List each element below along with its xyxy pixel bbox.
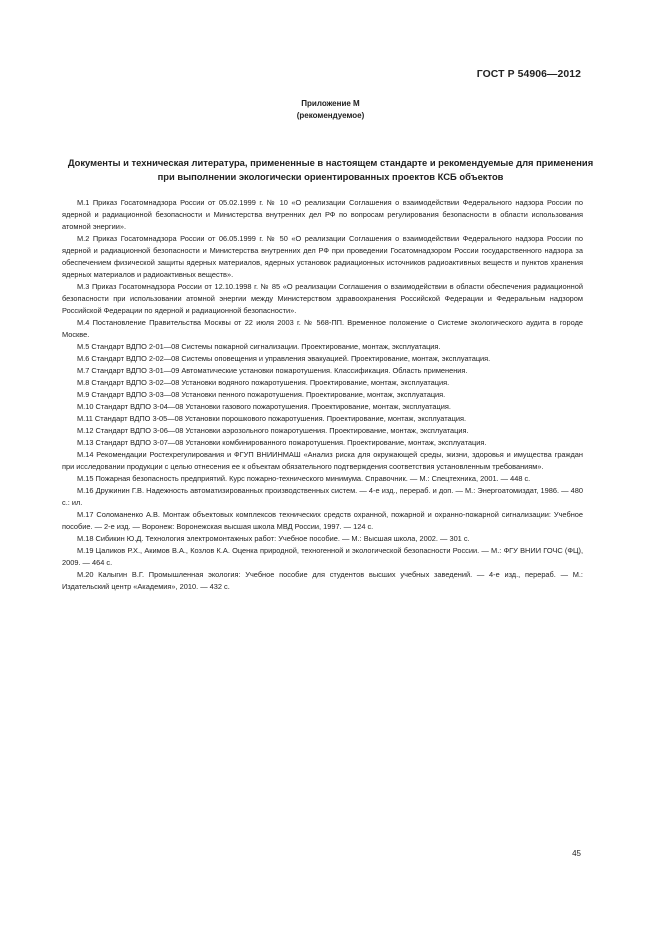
reference-item: М.3 Приказ Госатомнадзора России от 12.10.1998 г. № 85 «О реализации Соглашения о взаимодействии в области обеспечения радиационной безопасности при использовании атомной энергии между Министерством здравоохранения Российской Федерации и Федеральным надзором Российской Федерации по ядерной и радиационной безопасности».: [62, 282, 583, 315]
reference-item: М.4 Постановление Правительства Москвы от 22 июля 2003 г. № 568-ПП. Временное положение о Системе экологического аудита в городе Москве.: [62, 318, 583, 339]
reference-item: М.11 Стандарт ВДПО 3-05—08 Установки порошкового пожаротушения. Проектирование, монтаж, эксплуатация.: [77, 414, 467, 423]
standard-code: ГОСТ Р 54906—2012: [476, 69, 581, 80]
reference-item: М.16 Дружинин Г.В. Надежность автоматизированных производственных систем. — 4-е изд., перераб. и доп. — М.: Энергоатомиздат, 1986. — 480 с.: ил.: [62, 486, 583, 507]
reference-item: М.20 Калыгин В.Г. Промышленная экология: Учебное пособие для студентов высших учебных заведений. — 4-е изд., перераб. — М.: Издательский центр «Академия», 2010. — 432 с.: [62, 570, 583, 591]
reference-item: М.15 Пожарная безопасность предприятий. Курс пожарно-технического минимума. Справочник. — М.: Спецтехника, 2001. — 448 с.: [77, 474, 531, 483]
section-title: Документы и техническая литература, примененные в настоящем стандарте и рекомендуемые для применения при выполнении экологически ориентированных проектов КСБ объектов: [67, 157, 594, 182]
appendix-heading: [0, 98, 661, 122]
reference-item: М.8 Стандарт ВДПО 3-02—08 Установки водяного пожаротушения. Проектирование, монтаж, эксплуатация.: [77, 378, 450, 387]
reference-item: М.19 Цаликов Р.Х., Акимов В.А., Козлов К.А. Оценка природной, техногенной и экологической безопасности России. — М.: ФГУ ВНИИ ГОЧС (ФЦ), 2009. — 464 с.: [62, 546, 583, 567]
reference-list: [62, 197, 583, 593]
reference-item: М.12 Стандарт ВДПО 3-06—08 Установки аэрозольного пожаротушения. Проектирование, монтаж, эксплуатация.: [77, 426, 469, 435]
page-number: 45: [572, 849, 581, 858]
reference-item: М.18 Сибикин Ю.Д. Технология электромонтажных работ: Учебное пособие. — М.: Высшая школа, 2002. — 301 с.: [77, 534, 470, 543]
reference-item: М.7 Стандарт ВДПО 3-01—09 Автоматические установки пожаротушения. Классификация. Область применения.: [77, 366, 468, 375]
reference-item: М.1 Приказ Госатомнадзора России от 05.02.1999 г. № 10 «О реализации Соглашения о взаимодействии Федерального надзора России по ядерной и радиационной безопасности и Министерства внутренних дел РФ по вопросам регулирования безопасности в области использования атомной энергии».: [62, 198, 583, 231]
appendix-status: (рекомендуемое): [296, 111, 365, 120]
reference-item: М.10 Стандарт ВДПО 3-04—08 Установки газового пожаротушения. Проектирование, монтаж, эксплуатация.: [77, 402, 451, 411]
reference-item: М.14 Рекомендации Ростехрегулирования и ФГУП ВНИИНМАШ «Анализ риска для окружающей среды, жизни, здоровья и имущества граждан при исследовании продукции с целью отнесения ее к объектам обязательного подтверждения соответствия установленным требованиям».: [62, 450, 583, 471]
reference-item: М.9 Стандарт ВДПО 3-03—08 Установки пенного пожаротушения. Проектирование, монтаж, эксплуатация.: [77, 390, 446, 399]
appendix-label: Приложение М: [301, 99, 360, 108]
reference-item: М.2 Приказ Госатомнадзора России от 06.05.1999 г. № 50 «О реализации Соглашения о взаимодействии Федерального надзора России по ядерной и радиационной безопасности и Министерства внутренних дел РФ при проведении Госатомнадзором России государственного надзора за обеспечением физической защиты ядерных материалов, ядерных установок радиационных источников радиоактивных веществ и пунктов хранения ядерных материалов и радиоактивных веществ».: [62, 234, 583, 279]
reference-item: М.17 Соломаненко А.В. Монтаж объектовых комплексов технических средств охранной, пожарной и охранно-пожарной сигнализации: Учебное пособие. — 2-е изд. — Воронеж: Воронежская высшая школа МВД России, 1997. — 124 с.: [62, 510, 583, 531]
reference-item: М.5 Стандарт ВДПО 2-01—08 Системы пожарной сигнализации. Проектирование, монтаж, эксплуатация.: [77, 342, 441, 351]
reference-item: М.6 Стандарт ВДПО 2-02—08 Системы оповещения и управления эвакуацией. Проектирование, монтаж, эксплуатация.: [77, 354, 491, 363]
reference-item: М.13 Стандарт ВДПО 3-07—08 Установки комбинированного пожаротушения. Проектирование, монтаж, эксплуатация.: [77, 438, 487, 447]
